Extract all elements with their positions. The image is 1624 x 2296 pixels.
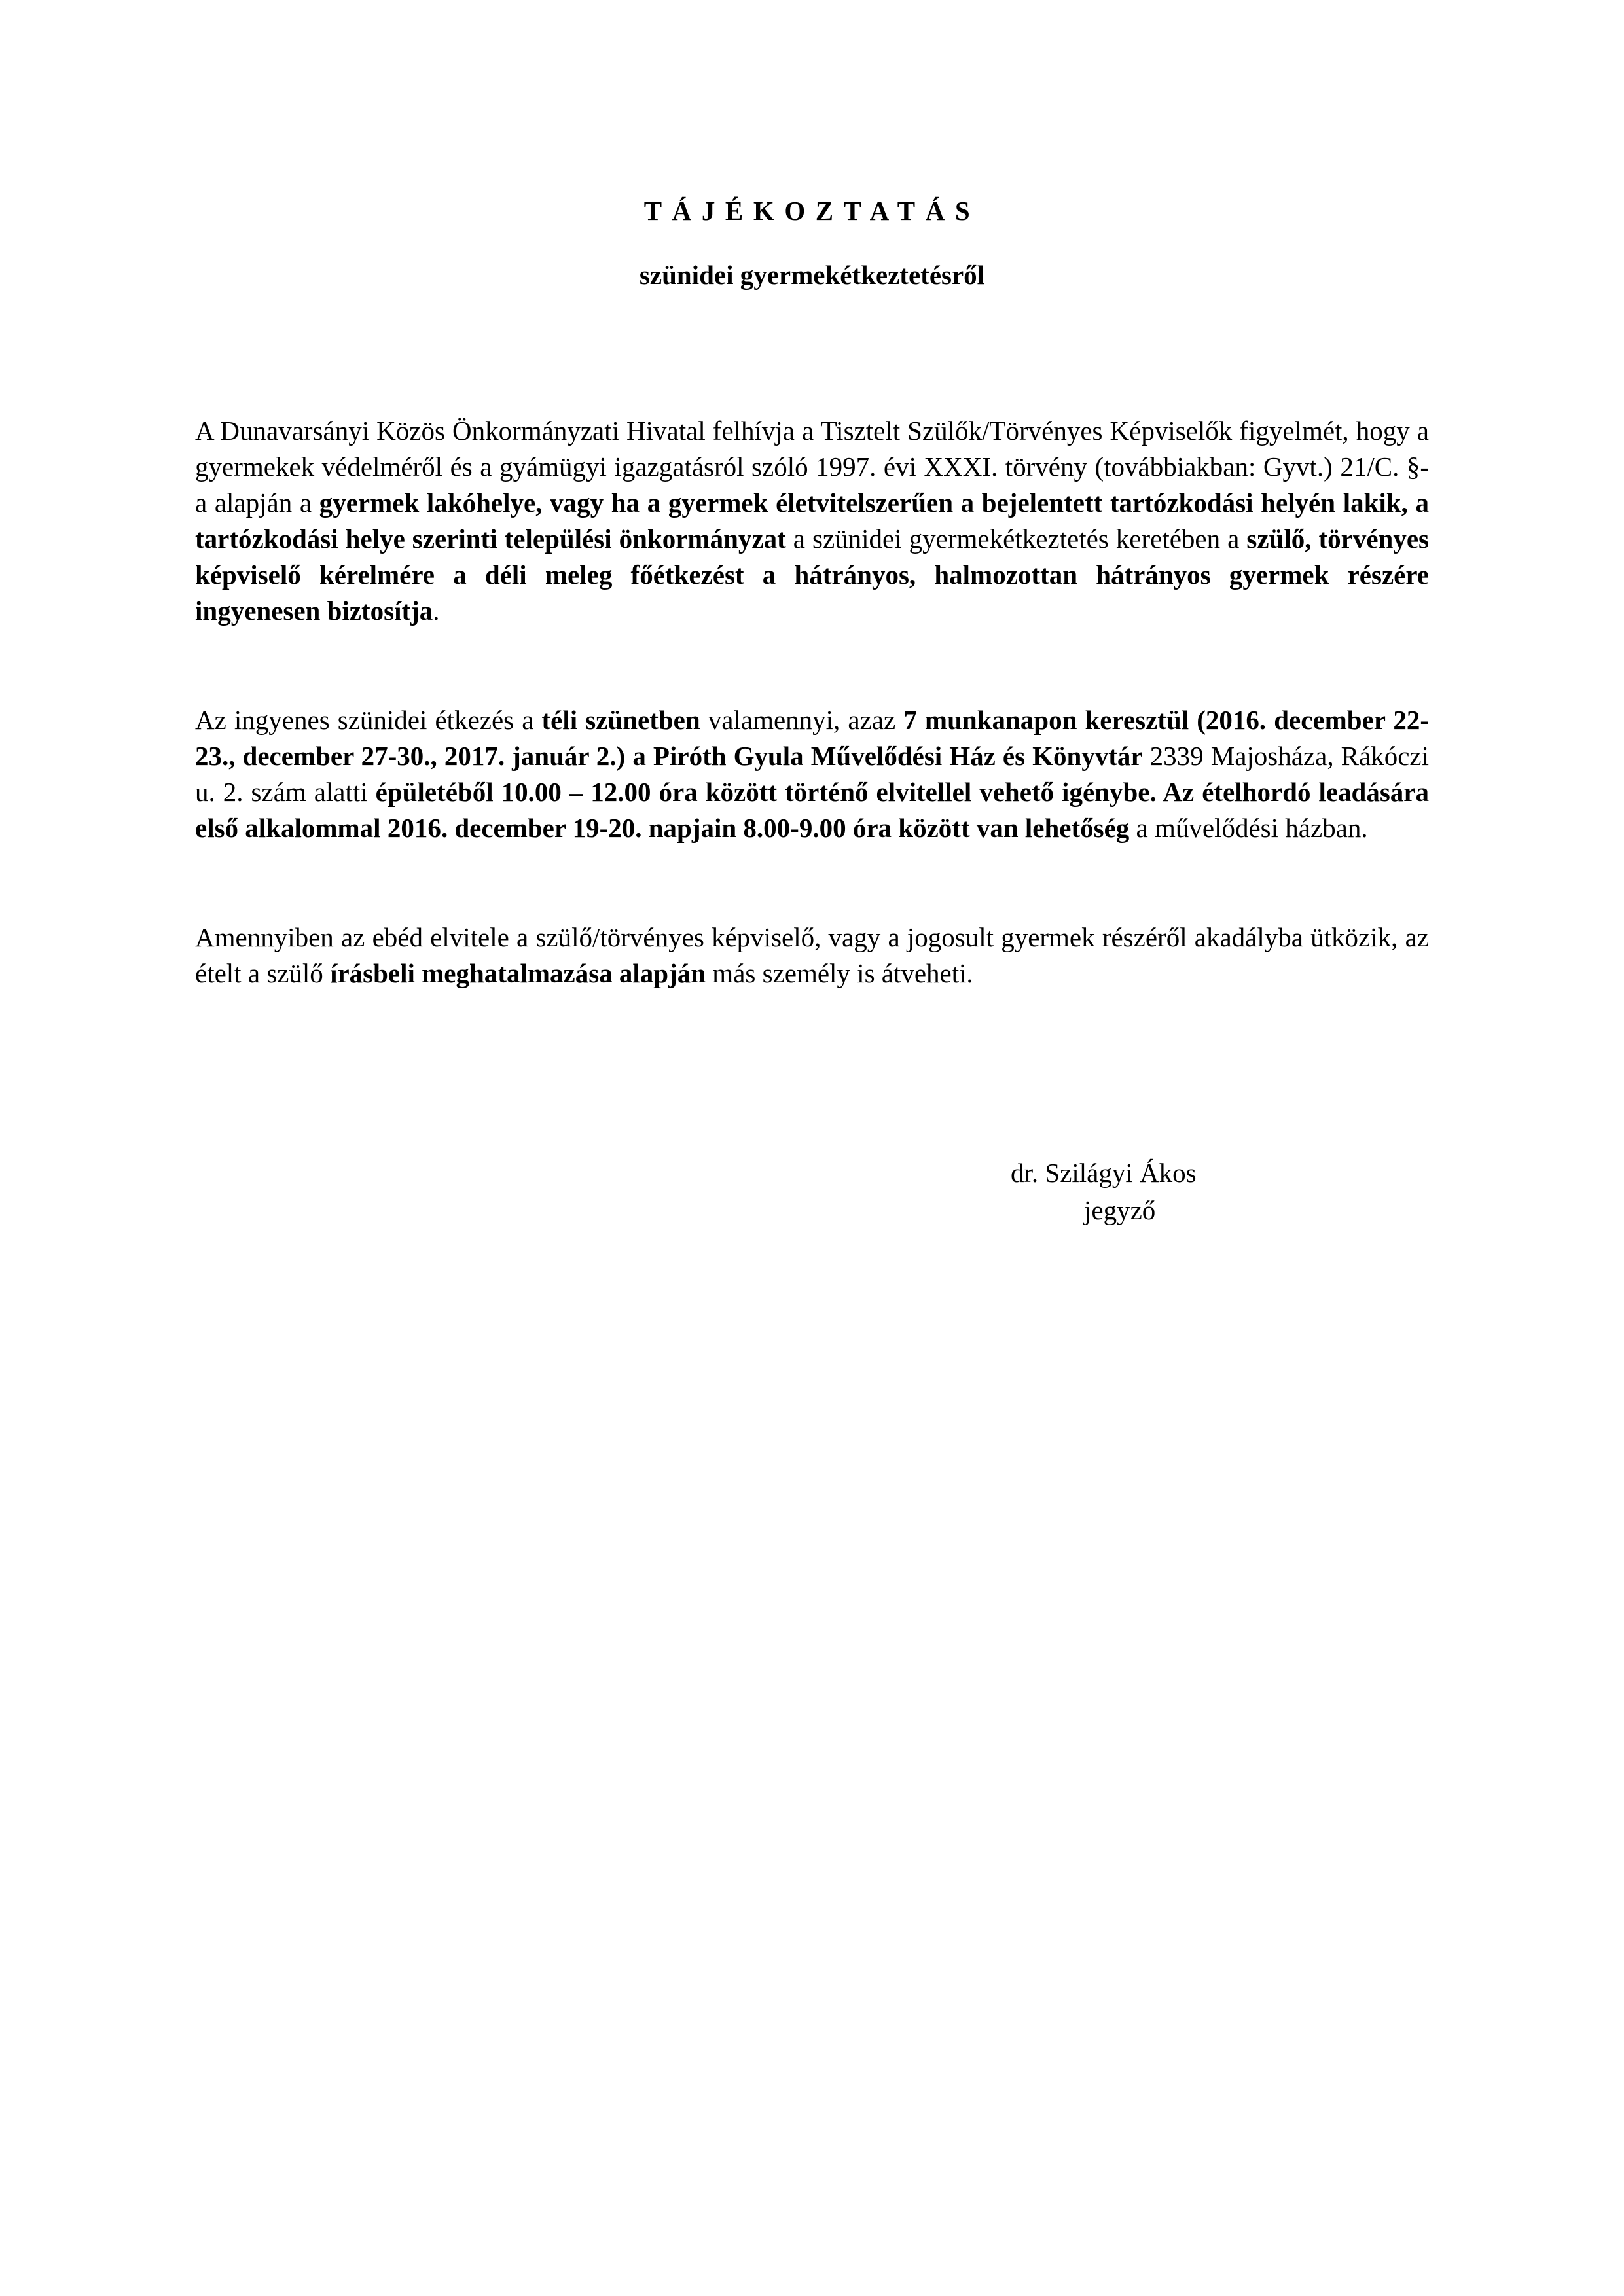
text-segment: Az ingyenes szünidei étkezés a (195, 705, 542, 735)
text-segment: Amennyiben az ebéd elvitele a szülő/törvényes képviselő, vagy a jogosult gyermek részéről akadályba ütközik, az ételt a szülő (195, 922, 1429, 988)
bold-text-segment: gyermek lakóhelye, vagy ha a gyermek életvitelszerűen a bejelentett tartózkodási helyén lakik, a tartózkodási helye szerinti települési önkormányzat (195, 488, 1429, 554)
document-subtitle: szünidei gyermekétkeztetésről (639, 260, 985, 290)
text-segment: A Dunavarsányi Közös Önkormányzati Hivatal felhívja a Tisztelt Szülők/Törvényes Képviselők figyelmét, hogy a gyermekek védelméről és a gyámügyi igazgatásról szóló 1997. évi XXXI. törvény (továbbiakban: Gyvt.) 21/C. §-a alapján a (195, 416, 1429, 518)
text-segment: a szünidei gyermekétkeztetés keretében a (785, 524, 1247, 554)
text-segment: más személy is átveheti. (706, 958, 973, 988)
signature-title: jegyző (1084, 1195, 1156, 1225)
bold-text-segment: szülő, törvényes képviselő kérelmére a déli meleg főétkezést a hátrányos, halmozottan hátrányos gyermek részére ingyenesen biztosítja (195, 524, 1429, 626)
paragraph-3 (195, 920, 1429, 992)
bold-text-segment: téli szünetben (541, 705, 700, 735)
text-segment: 2339 Majosháza, Rákóczi u. 2. szám alatti (195, 741, 1429, 807)
bold-text-segment: 7 munkanapon keresztül (2016. december 22-23., december 27-30., 2017. január 2.) a Piróth Gyula Művelődési Ház és Könyvtár (195, 705, 1430, 771)
document-title: TÁJÉKOZTATÁS (643, 196, 981, 226)
bold-text-segment: épületéből 10.00 – 12.00 óra között történő elvitellel vehető igénybe. Az ételhordó leadására első alkalommal 2016. december 19-20. napjain 8.00-9.00 óra között van lehetőség (195, 777, 1429, 843)
text-segment: valamennyi, azaz (700, 705, 904, 735)
signature-name: dr. Szilágyi Ákos (1011, 1158, 1197, 1188)
bold-text-segment: írásbeli meghatalmazása alapján (330, 958, 706, 988)
text-segment: a művelődési házban. (1129, 813, 1368, 843)
text-segment: . (433, 596, 440, 626)
paragraph-1 (195, 413, 1429, 629)
paragraph-2 (195, 702, 1429, 846)
